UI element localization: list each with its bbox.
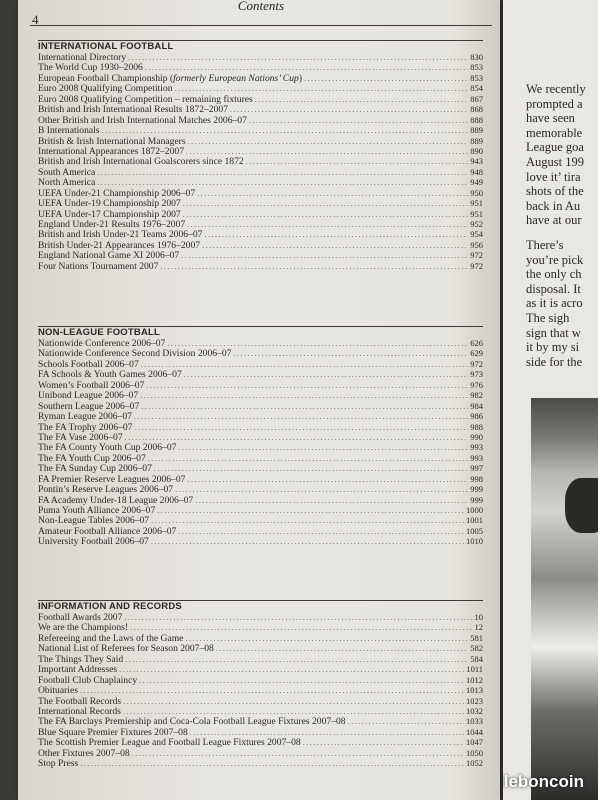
entry-title: Ryman League 2006–07: [38, 411, 132, 423]
entry-page-number: 1011: [466, 664, 483, 675]
toc-entry: [38, 198, 483, 208]
dot-leader: [188, 137, 469, 147]
dot-leader: [187, 475, 468, 485]
dot-leader: [157, 506, 464, 516]
entry-title: The FA County Youth Cup 2006–07: [38, 442, 177, 454]
entry-title: Obituaries: [38, 685, 78, 697]
section-heading: INTERNATIONAL FOOTBALL: [38, 40, 483, 52]
toc-entry: [38, 495, 483, 505]
facing-page: [503, 0, 598, 800]
facing-page-photo: [531, 398, 598, 800]
toc-entry: [38, 380, 483, 390]
entry-title: Euro 2008 Qualifying Competition – remaining fixtures: [38, 93, 253, 105]
entry-page-number: 998: [470, 473, 483, 484]
entry-title: The Football Records: [38, 695, 122, 707]
toc-entry: [38, 675, 483, 685]
dot-leader: [187, 220, 468, 230]
toc-entry: [38, 261, 483, 271]
entry-title: International Records: [38, 705, 121, 717]
dot-leader: [204, 230, 468, 240]
entry-title: Schools Football 2006–07: [38, 358, 139, 370]
entry-title: Pontin’s Reserve Leagues 2006–07: [38, 484, 174, 496]
entry-page-number: 976: [470, 379, 483, 390]
toc-entry: [38, 664, 483, 674]
toc-entry: [38, 369, 483, 379]
toc-entry: [38, 484, 483, 494]
entry-title: UEFA Under-17 Championship 2007: [38, 208, 181, 220]
facing-page-line: League goa: [526, 140, 584, 155]
entry-page-number: 984: [470, 400, 483, 411]
entry-page-number: 997: [470, 463, 483, 474]
entry-page-number: 1023: [466, 695, 483, 706]
dot-leader: [139, 676, 464, 686]
entry-title: Nationwide Conference 2006–07: [38, 338, 166, 349]
dot-leader: [183, 210, 469, 220]
entry-list: [38, 338, 483, 547]
entry-title: Amateur Football Alliance 2006–07: [38, 525, 177, 537]
facing-page-line: [526, 228, 586, 238]
toc-entry: [38, 727, 483, 737]
entry-title: B Internationals: [38, 125, 100, 137]
section-heading: NON-LEAGUE FOOTBALL: [38, 326, 483, 338]
toc-entry: [38, 422, 483, 432]
dot-leader: [97, 168, 468, 178]
entry-title: The Things They Said: [38, 653, 124, 665]
entry-page-number: 10: [474, 612, 483, 622]
toc-entry: [38, 463, 483, 473]
entry-page-number: 952: [470, 219, 483, 229]
toc-entry: [38, 390, 483, 400]
facing-page-line: We recently: [526, 82, 586, 96]
toc-entry: [38, 348, 483, 358]
entry-page-number: 954: [470, 229, 483, 240]
dot-leader: [303, 738, 464, 748]
entry-page-number: 1052: [466, 758, 483, 769]
dot-leader: [202, 241, 468, 251]
entry-list: [38, 612, 483, 769]
toc-entry: [38, 432, 483, 442]
facing-page-line: it by my si: [526, 340, 580, 355]
dot-leader: [216, 644, 468, 654]
entry-page-number: 1001: [466, 515, 483, 526]
toc-entry: [38, 685, 483, 695]
entry-title: UEFA Under-19 Championship 2007: [38, 198, 181, 210]
facing-page-line: disposal. It: [526, 281, 581, 296]
entry-page-number: 1000: [466, 505, 483, 515]
entry-title: FA Premier Reserve Leagues 2006–07: [38, 473, 186, 485]
entry-title: We are the Champions!: [38, 622, 129, 634]
dot-leader: [178, 443, 468, 453]
facing-page-line: shots of the: [526, 184, 584, 199]
toc-entry: [38, 696, 483, 706]
entry-title: Football Awards 2007: [38, 612, 123, 623]
toc-entry: [38, 654, 483, 664]
dot-leader: [80, 686, 464, 696]
entry-title: Four Nations Tournament 2007: [38, 260, 159, 272]
entry-title: British and Irish International Goalscorers since 1872: [38, 156, 244, 168]
dot-leader: [185, 634, 468, 644]
toc-entry: [38, 411, 483, 421]
toc-entry: [38, 146, 483, 156]
facing-page-line: back in Au: [526, 198, 581, 213]
dot-leader: [80, 759, 464, 769]
entry-title: Unibond League 2006–07: [38, 390, 139, 402]
entry-page-number: 853: [470, 72, 483, 83]
facing-page-line: August 199: [526, 154, 584, 169]
toc-entry: [38, 505, 483, 515]
photo-figure: [565, 478, 598, 533]
entry-title: Football Club Chaplaincy: [38, 674, 138, 686]
entry-page-number: 972: [470, 260, 483, 271]
entry-page-number: 853: [470, 62, 483, 73]
entry-page-number: 1050: [466, 747, 483, 758]
entry-page-number: 1013: [466, 685, 483, 696]
entry-title: England Under-21 Results 1976–2007: [38, 219, 186, 230]
entry-page-number: 582: [470, 643, 483, 654]
entry-title: Southern League 2006–07: [38, 400, 140, 412]
dot-leader: [255, 95, 468, 105]
toc-entry: [38, 526, 483, 536]
entry-title: UEFA Under-21 Championship 2006–07: [38, 187, 196, 199]
dot-leader: [230, 105, 468, 115]
toc-entry: [38, 240, 483, 250]
toc-entry: [38, 643, 483, 653]
dot-leader: [141, 360, 469, 370]
entry-page-number: 830: [470, 52, 483, 62]
dot-leader: [141, 402, 468, 412]
entry-page-number: 999: [470, 494, 483, 505]
entry-page-number: 990: [470, 431, 483, 442]
dot-leader: [134, 412, 468, 422]
entry-title: British & Irish International Managers: [38, 135, 186, 147]
entry-page-number: 948: [470, 166, 483, 177]
dot-leader: [154, 464, 468, 474]
entry-title: British and Irish Under-21 Teams 2006–07: [38, 229, 203, 241]
entry-title: International Directory: [38, 52, 127, 63]
toc-entry: [38, 536, 483, 546]
entry-title: The FA Trophy 2006–07: [38, 421, 133, 433]
dot-leader: [148, 454, 468, 464]
page-number: 4: [32, 12, 39, 27]
dot-leader: [178, 527, 464, 537]
entry-title: Important Addresses: [38, 664, 118, 676]
dot-leader: [146, 381, 468, 391]
leboncoin-watermark: leboncoin: [503, 772, 584, 791]
dot-leader: [151, 516, 464, 526]
entry-title: Euro 2008 Qualifying Competition: [38, 83, 173, 95]
dot-leader: [348, 717, 464, 727]
facing-page-text: [526, 82, 586, 369]
toc-entry: [38, 73, 483, 83]
entry-title: Nationwide Conference Second Division 2006–07: [38, 348, 232, 360]
dot-leader: [195, 496, 468, 506]
dot-leader: [181, 251, 468, 261]
dot-leader: [124, 613, 472, 623]
entry-title: The FA Barclays Premiership and Coca-Cola Football League Fixtures 2007–08: [38, 716, 346, 728]
toc-entry: [38, 453, 483, 463]
entry-title: British and Irish International Results 1872–2007: [38, 104, 228, 116]
dot-leader: [125, 655, 468, 665]
toc-entry: [38, 156, 483, 166]
entry-page-number: 584: [470, 653, 483, 664]
entry-title: Blue Square Premier Fixtures 2007–08: [38, 726, 188, 738]
toc-entry: [38, 442, 483, 452]
toc-entry: [38, 125, 483, 135]
facing-page-line: There’s: [526, 237, 564, 252]
entry-title: The World Cup 1930–2006: [38, 62, 143, 74]
facing-page-line: you’re pick: [526, 252, 584, 267]
entry-title: European Football Championship (formerly European Nations’ Cup): [38, 72, 303, 84]
section-non-league-football: [38, 326, 483, 547]
toc-entry: [38, 136, 483, 146]
facing-page-line: the only ch: [526, 267, 582, 282]
entry-title: International Appearances 1872–2007: [38, 145, 184, 157]
entry-page-number: 12: [474, 622, 483, 633]
toc-entry: [38, 219, 483, 229]
entry-title: The FA Youth Cup 2006–07: [38, 452, 146, 464]
toc-entry: [38, 167, 483, 177]
dot-leader: [140, 391, 468, 401]
dot-leader: [184, 370, 469, 380]
toc-entry: [38, 94, 483, 104]
entry-page-number: 1033: [466, 716, 483, 727]
entry-page-number: 956: [470, 239, 483, 250]
facing-page-line: memorable: [526, 125, 583, 140]
toc-entry: [38, 250, 483, 260]
section-international-football: [38, 40, 483, 271]
dot-leader: [128, 53, 468, 63]
facing-page-line: sign that w: [526, 325, 581, 340]
entry-page-number: 982: [470, 390, 483, 401]
entry-page-number: 973: [470, 369, 483, 380]
entry-title: The FA Vase 2006–07: [38, 431, 123, 443]
section-information-and-records: [38, 600, 483, 769]
entry-page-number: 988: [470, 421, 483, 432]
toc-entry: [38, 633, 483, 643]
entry-page-number: 972: [470, 358, 483, 369]
entry-page-number: 999: [470, 484, 483, 495]
toc-entry: [38, 229, 483, 239]
toc-entry: [38, 758, 483, 768]
dot-leader: [160, 262, 468, 272]
entry-title: Other British and Irish International Matches 2006–07: [38, 114, 247, 126]
entry-page-number: 626: [470, 338, 483, 348]
dot-leader: [183, 199, 469, 209]
entry-page-number: 581: [470, 632, 483, 643]
dot-leader: [175, 485, 468, 495]
entry-title: National List of Referees for Season 2007–08: [38, 643, 214, 655]
entry-title: Women’s Football 2006–07: [38, 379, 145, 391]
facing-page-line: have at our: [526, 213, 582, 228]
dot-leader: [246, 157, 469, 167]
dot-leader: [123, 697, 464, 707]
facing-page-line: The sigh: [526, 310, 570, 325]
running-title: Contents: [237, 0, 285, 13]
page-header: [30, 0, 492, 26]
entry-page-number: 972: [470, 250, 483, 261]
entry-title: The FA Sunday Cup 2006–07: [38, 463, 152, 475]
entry-page-number: 951: [470, 198, 483, 209]
toc-entry: [38, 474, 483, 484]
dot-leader: [304, 74, 468, 84]
entry-page-number: 993: [470, 452, 483, 463]
dot-leader: [233, 349, 468, 359]
toc-entry: [38, 338, 483, 348]
toc-entry: [38, 622, 483, 632]
toc-entry: [38, 359, 483, 369]
toc-entry: [38, 706, 483, 716]
entry-page-number: 890: [470, 145, 483, 156]
toc-entry: [38, 209, 483, 219]
toc-entry: [38, 115, 483, 125]
dot-leader: [197, 189, 468, 199]
entry-page-number: 1032: [466, 705, 483, 716]
entry-title: England National Game XI 2006–07: [38, 250, 180, 262]
entry-title: Puma Youth Alliance 2006–07: [38, 505, 156, 516]
entry-page-number: 1044: [466, 726, 483, 737]
entry-title: FA Schools & Youth Games 2006–07: [38, 369, 182, 381]
toc-entry: [38, 716, 483, 726]
facing-page-line: love it’ tira: [526, 169, 581, 184]
toc-entry: [38, 188, 483, 198]
toc-entry: [38, 737, 483, 747]
entry-page-number: 1010: [466, 536, 483, 547]
entry-list: [38, 52, 483, 271]
toc-entry: [38, 52, 483, 62]
entry-page-number: 868: [470, 104, 483, 115]
entry-title: Other Fixtures 2007–08: [38, 747, 130, 759]
toc-entry: [38, 83, 483, 93]
toc-entry: [38, 401, 483, 411]
dot-leader: [132, 749, 464, 759]
entry-page-number: 943: [470, 156, 483, 167]
entry-page-number: 949: [470, 177, 483, 188]
entry-title: Non-League Tables 2006–07: [38, 515, 150, 527]
dot-leader: [134, 423, 468, 433]
facing-page-line: have seen: [526, 111, 575, 126]
entry-page-number: 889: [470, 125, 483, 136]
entry-title: FA Academy Under-18 League 2006–07: [38, 494, 194, 506]
entry-title: Refereeing and the Laws of the Game: [38, 632, 184, 644]
entry-page-number: 1012: [466, 674, 483, 685]
entry-page-number: 950: [470, 187, 483, 198]
entry-page-number: 993: [470, 442, 483, 453]
entry-page-number: 1047: [466, 737, 483, 748]
entry-title: Stop Press: [38, 758, 79, 770]
entry-title: University Football 2006–07: [38, 536, 149, 548]
entry-page-number: 889: [470, 135, 483, 146]
toc-entry: [38, 62, 483, 72]
entry-page-number: 1005: [466, 525, 483, 536]
toc-entry: [38, 104, 483, 114]
entry-page-number: 854: [470, 83, 483, 94]
entry-title: British Under-21 Appearances 1976–2007: [38, 239, 201, 251]
section-heading: INFORMATION AND RECORDS: [38, 600, 483, 612]
dot-leader: [151, 537, 464, 547]
toc-entry: [38, 177, 483, 187]
toc-entry: [38, 748, 483, 758]
facing-page-line: prompted a: [526, 96, 583, 111]
entry-title: North America: [38, 177, 96, 189]
entry-page-number: 629: [470, 348, 483, 359]
book-page: [18, 0, 500, 800]
entry-title: South America: [38, 166, 96, 178]
entry-title: The Scottish Premier League and Football League Fixtures 2007–08: [38, 737, 301, 749]
toc-entry: [38, 612, 483, 622]
dot-leader: [249, 116, 468, 126]
toc-entry: [38, 515, 483, 525]
dot-leader: [119, 665, 464, 675]
entry-page-number: 888: [470, 114, 483, 125]
entry-page-number: 867: [470, 93, 483, 104]
entry-page-number: 986: [470, 411, 483, 422]
facing-page-line: side for the: [526, 354, 583, 369]
entry-page-number: 951: [470, 208, 483, 219]
facing-page-line: as it is acro: [526, 296, 583, 311]
